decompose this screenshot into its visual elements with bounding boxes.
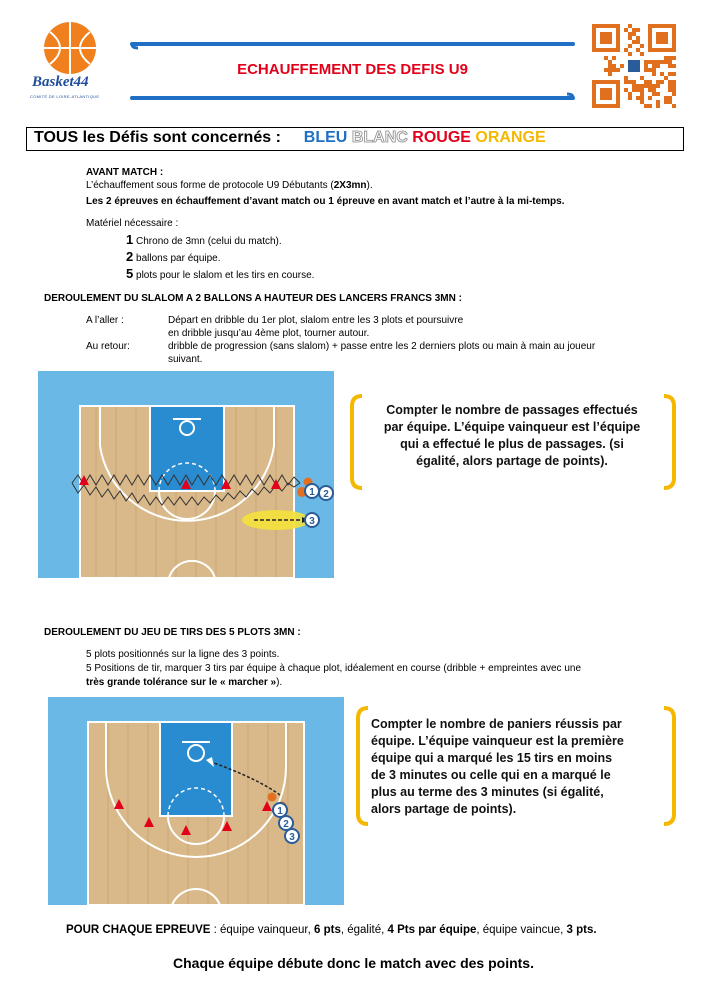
tirs-court-svg — [48, 697, 344, 905]
materiel-text: plots pour le slalom et les tirs en course. — [136, 270, 315, 281]
line1-bold: 2X3mn — [333, 180, 367, 191]
materiel-qty: 5 — [126, 266, 134, 281]
materiel-item — [126, 232, 686, 249]
qr-code — [592, 24, 676, 108]
line1-text: L’échauffement sous forme de protocole U9 Débutants ( — [86, 180, 334, 191]
defi-blanc: BLANC — [351, 129, 408, 146]
defi-orange: ORANGE — [475, 129, 546, 146]
points-text: , égalité, — [340, 924, 388, 936]
conclusion: Chaque équipe débute donc le match avec des points. — [173, 955, 534, 971]
basketball-logo-icon — [26, 20, 114, 82]
logo — [26, 20, 114, 110]
points-text: : équipe vainqueur, — [210, 924, 315, 936]
note-line: équipe. L’équipe vainqueur est la première — [371, 734, 624, 748]
materiel-qty: 2 — [126, 249, 134, 264]
note-line: par équipe. L’équipe vainqueur est l’équipe — [383, 420, 641, 434]
player-number: 2 — [323, 489, 329, 500]
avant-match-section — [86, 166, 686, 283]
line1-post: ). — [366, 180, 373, 191]
tirs-line — [86, 676, 686, 690]
tirs-post: ). — [276, 677, 283, 688]
points-line — [66, 924, 597, 936]
slalom-heading: DEROULEMENT DU SLALOM A 2 BALLONS A HAUTEUR DES LANCERS FRANCS 3MN : — [44, 293, 462, 304]
tirs-heading: DEROULEMENT DU JEU DE TIRS DES 5 PLOTS 3MN : — [44, 627, 301, 638]
tirs-line: 5 plots positionnés sur la ligne des 3 points. — [86, 649, 280, 660]
note-line: Compter le nombre de passages effectués — [386, 403, 638, 417]
note-line: Compter le nombre de paniers réussis par — [371, 717, 622, 731]
aller-line: Départ en dribble du 1er plot, slalom entre les 3 plots et poursuivre — [168, 315, 464, 326]
note-line: équipe qui a marqué les 15 tirs en moins — [371, 751, 613, 765]
defi-rouge: ROUGE — [412, 129, 471, 146]
slalom-aller-label: A l’aller : — [86, 315, 124, 326]
player-number: 1 — [309, 487, 315, 498]
logo-subtitle: COMITÉ DE LOIRE-ATLANTIQUE — [30, 94, 100, 99]
qr-code-icon — [592, 24, 676, 108]
slalom-aller-text — [168, 314, 688, 340]
note-line: qui a effectué le plus de passages. (si — [400, 437, 624, 451]
materiel-text: ballons par équipe. — [136, 253, 221, 264]
slalom-retour-label: Au retour: — [86, 341, 130, 352]
player-number: 3 — [309, 516, 315, 527]
points-value: 3 pts. — [566, 924, 597, 936]
slalom-retour-text — [168, 340, 698, 366]
tirs-description — [86, 648, 686, 690]
tirs-bold: très grande tolérance sur le « marcher » — [86, 677, 277, 688]
note-line: plus au terme des 3 minutes (si égalité, — [371, 785, 604, 799]
points-value: 6 pts — [314, 924, 341, 936]
aller-line: en dribble jusqu’au 4ème plot, tourner autour. — [168, 328, 370, 339]
slalom-note — [362, 402, 662, 470]
note-line: alors partage de points). — [371, 802, 517, 816]
ball-icon — [268, 793, 277, 802]
logo-brand: Basket44 — [32, 74, 89, 90]
tirs-note — [371, 716, 671, 818]
retour-line: suivant. — [168, 354, 203, 365]
avant-match-heading: AVANT MATCH : — [86, 167, 164, 178]
avant-match-line2: Les 2 épreuves en échauffement d’avant match ou 1 épreuve en avant match et l’autre à la mi-temps. — [86, 196, 565, 207]
tirs-court-diagram — [48, 697, 344, 905]
player-number: 1 — [277, 806, 283, 817]
note-line: égalité, alors partage de points). — [416, 454, 608, 468]
retour-line: dribble de progression (sans slalom) + passe entre les 2 derniers plots ou main à main au joueur — [168, 341, 596, 352]
avant-match-line1 — [86, 179, 686, 192]
slalom-court-diagram — [38, 371, 334, 578]
materiel-item — [126, 266, 686, 283]
materiel-text: Chrono de 3mn (celui du match). — [136, 236, 282, 247]
materiel-qty: 1 — [126, 232, 134, 247]
defi-bleu: BLEU — [303, 129, 348, 146]
materiel-item — [126, 249, 686, 266]
points-label: POUR CHAQUE EPREUVE — [66, 924, 211, 936]
player-number: 2 — [283, 819, 289, 830]
points-text: , équipe vaincue, — [476, 924, 567, 936]
materiel-heading: Matériel nécessaire : — [86, 218, 179, 229]
page-title: ECHAUFFEMENT DES DEFIS U9 — [237, 61, 468, 78]
slalom-court-svg — [38, 371, 334, 578]
defis-label: TOUS les Défis sont concernés : — [34, 129, 281, 146]
defis-line — [34, 129, 546, 147]
note-line: de 3 minutes ou celle qui en a marqué le — [371, 768, 611, 782]
tirs-line: 5 Positions de tir, marquer 3 tirs par équipe à chaque plot, idéalement en course (dribble + empreintes avec une — [86, 663, 582, 674]
points-value: 4 Pts par équipe — [387, 924, 477, 936]
player-number: 3 — [289, 832, 295, 843]
